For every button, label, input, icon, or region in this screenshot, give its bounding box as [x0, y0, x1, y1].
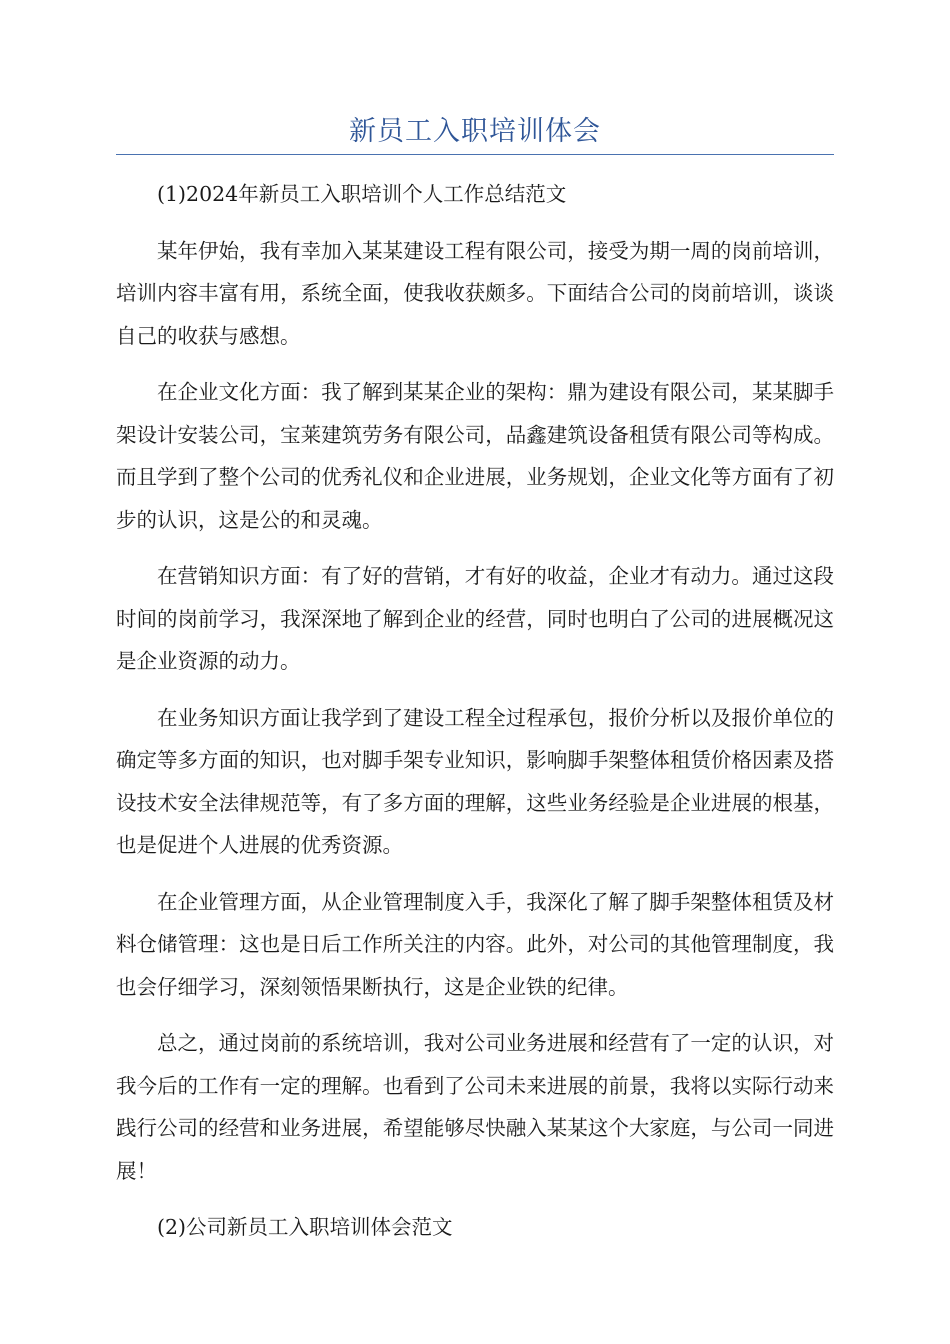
paragraph-business-knowledge: 在业务知识方面让我学到了建设工程全过程承包，报价分析以及报价单位的确定等多方面的知识，也对脚手架专业知识，影响脚手架整体租赁价格因素及搭设技术安全法律规范等，有了多方面的理解，这些业务经验是企业进展的根基，也是促进个人进展的优秀资源。 — [116, 705, 834, 857]
title-underline — [116, 154, 834, 155]
paragraph-marketing: 在营销知识方面：有了好的营销，才有好的收益，企业才有动力。通过这段时间的岗前学习，我深深地了解到企业的经营，同时也明白了公司的进展概况这是企业资源的动力。 — [116, 564, 834, 673]
section-heading-2: (2)公司新员工入职培训体会范文 — [157, 1215, 453, 1239]
document-title: 新员工入职培训体会 — [349, 116, 601, 147]
paragraph-management: 在企业管理方面，从企业管理制度入手，我深化了解了脚手架整体租赁及材料仓储管理：这也是日后工作所关注的内容。此外，对公司的其他管理制度，我也会仔细学习，深刻领悟果断执行，这是企业铁的纪律。 — [116, 889, 834, 999]
paragraph-conclusion: 总之，通过岗前的系统培训，我对公司业务进展和经营有了一定的认识，对我今后的工作有一定的理解。也看到了公司未来进展的前景，我将以实际行动来践行公司的经营和业务进展，希望能够尽快融入某某这个大家庭，与公司一同进展！ — [116, 1031, 834, 1183]
paragraph-corporate-culture: 在企业文化方面：我了解到某某企业的架构：鼎为建设有限公司，某某脚手架设计安装公司，宝莱建筑劳务有限公司，品鑫建筑设备租赁有限公司等构成。而且学到了整个公司的优秀礼仪和企业进展，业务规划，企业文化等方面有了初步的认识，这是公的和灵魂。 — [116, 380, 834, 532]
document-body — [116, 173, 834, 1263]
section-heading-1: (1)2024年新员工入职培训个人工作总结范文 — [157, 182, 567, 206]
paragraph-intro: 某年伊始，我有幸加入某某建设工程有限公司，接受为期一周的岗前培训，培训内容丰富有用，系统全面，使我收获颇多。下面结合公司的岗前培训，谈谈自己的收获与感想。 — [116, 238, 834, 348]
